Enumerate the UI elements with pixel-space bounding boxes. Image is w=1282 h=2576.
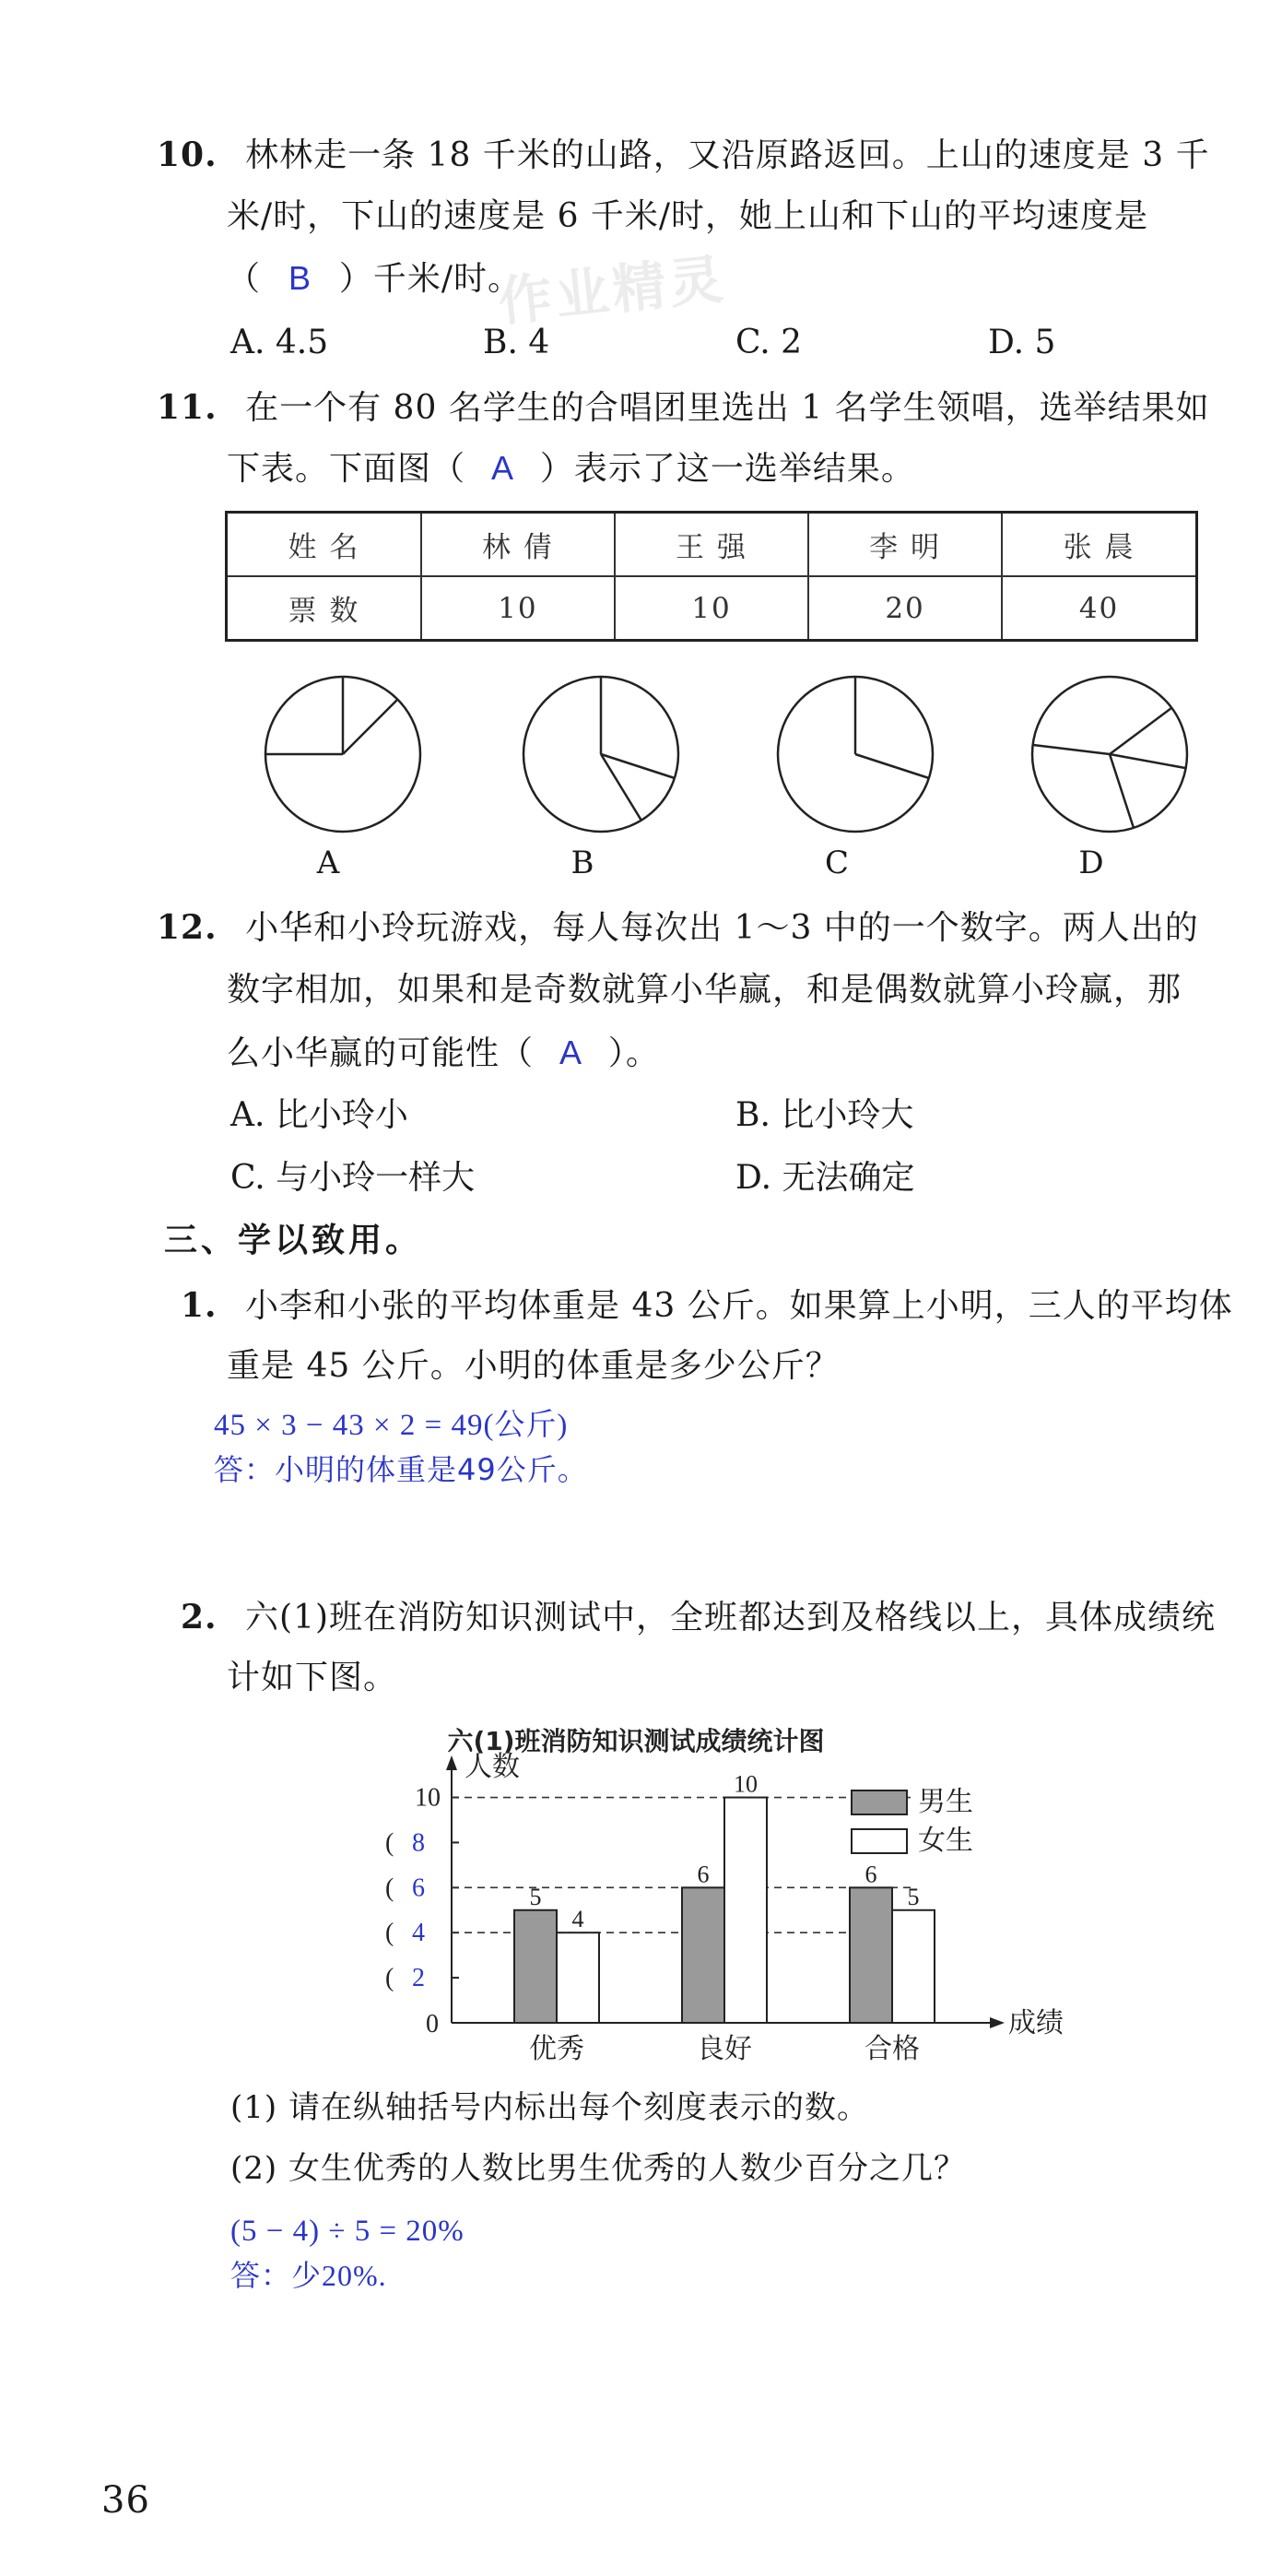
p1-text-2: 重是 45 公斤。小明的体重是多少公斤？ (227, 1347, 840, 1385)
pie-d-divider (1033, 745, 1110, 754)
q12-text-3-pre: 么小华赢的可能性（ (227, 1034, 535, 1072)
table-header-cell: 李 明 (808, 513, 1002, 577)
table-header-cell: 张 晨 (1002, 513, 1196, 577)
pie-d-divider (1110, 754, 1185, 768)
x-tick-label: 良好 (697, 2033, 752, 2065)
y-tick-label: 2 (412, 1964, 425, 1993)
bar-female (557, 1932, 599, 2023)
p1-answer: 答：小明的体重是49公斤。 (214, 1452, 588, 1487)
q10-option-c: C. 2 (735, 324, 803, 361)
p2-sub2: (2) 女生优秀的人数比男生优秀的人数少百分之几？ (230, 2150, 966, 2187)
q12-line1 (157, 905, 1199, 951)
x-tick-label: 优秀 (529, 2033, 584, 2065)
pie-b-divider (601, 754, 641, 821)
y-tick-open-paren: ( (385, 1873, 394, 1903)
bar-value-label: 10 (734, 1770, 758, 1798)
votes-table (225, 511, 1198, 642)
pie-label-c: C (824, 845, 849, 881)
q12-option-d: D. 无法确定 (735, 1159, 915, 1197)
table-cell: 40 (1002, 576, 1196, 641)
y-axis-arrow (446, 1755, 457, 1770)
pie-charts (258, 673, 1189, 839)
q11-text-2-post: ）表示了这一选举结果。 (539, 450, 915, 488)
pie-label-a: A (316, 845, 340, 881)
q10-number: 10. (157, 136, 218, 174)
x-axis-arrow (990, 2017, 1005, 2028)
p2-text-1: 六(1)班在消防知识测试中，全班都达到及格线以上，具体成绩统 (245, 1599, 1217, 1637)
bar-male (850, 1887, 892, 2023)
q12-option-c: C. 与小玲一样大 (230, 1159, 476, 1197)
q12-text-1: 小华和小玲玩游戏，每人每次出 1～3 中的一个数字。两人出的 (245, 909, 1199, 947)
p1-number: 1. (181, 1286, 218, 1325)
q11-line2 (227, 446, 915, 491)
table-cell: 20 (808, 576, 1002, 641)
q10-line1 (157, 133, 1210, 178)
legend-swatch (852, 1790, 907, 1814)
p2-line1 (181, 1595, 1216, 1640)
q10-open-paren: （ (227, 260, 262, 298)
y-tick-open-paren: ( (385, 1919, 394, 1948)
y-tick-open-paren: ( (385, 1828, 394, 1858)
p2-number: 2. (181, 1598, 218, 1637)
table-header-cell: 姓 名 (227, 513, 421, 577)
table-row (227, 576, 1197, 641)
bar-female (892, 1910, 935, 2023)
bar-value-label: 5 (529, 1883, 542, 1910)
x-tick-label: 合格 (864, 2033, 920, 2065)
legend-label: 男生 (918, 1786, 973, 1818)
chart-title: 六(1)班消防知识测试成绩统计图 (447, 1726, 825, 1756)
table-cell: 10 (615, 576, 808, 641)
pie-b-divider (601, 754, 675, 778)
p2-sub1: (1) 请在纵轴括号内标出每个刻度表示的数。 (230, 2089, 869, 2126)
q10-line3 (227, 256, 522, 301)
p1-line1 (181, 1283, 1233, 1329)
q11-line1 (157, 385, 1210, 431)
q11-number: 11. (157, 388, 218, 427)
y-axis-label: 人数 (465, 1751, 520, 1783)
pie-c-divider (855, 754, 929, 778)
q11-text-1: 在一个有 80 名学生的合唱团里选出 1 名学生领唱，选举结果如 (245, 389, 1210, 427)
q11-text-2-pre: 下表。下面图（ (227, 450, 466, 488)
pie-label-b: B (570, 845, 594, 881)
p1-solution: 45 × 3 − 43 × 2 = 49(公斤) (214, 1409, 569, 1442)
bar-value-label: 6 (697, 1861, 710, 1888)
legend-label: 女生 (918, 1825, 973, 1857)
q10-option-a: A. 4.5 (230, 324, 329, 361)
q12-text-2: 数字相加，如果和是奇数就算小华赢，和是偶数就算小玲赢，那 (227, 971, 1182, 1009)
q10-option-d: D. 5 (988, 324, 1056, 361)
y-tick-label: 0 (426, 2010, 439, 2038)
q12-line3 (227, 1031, 660, 1076)
q10-text-2: 米/时，下山的速度是 6 千米/时，她上山和下山的平均速度是 (227, 197, 1149, 235)
p2-solution: (5 − 4) ÷ 5 = 20% (230, 2215, 465, 2248)
q12-option-b: B. 比小玲大 (735, 1096, 914, 1134)
q10-text-1: 林林走一条 18 千米的山路，又沿原路返回。上山的速度是 3 千 (245, 136, 1210, 174)
bar-value-label: 4 (571, 1906, 584, 1933)
legend-swatch (852, 1829, 907, 1853)
pie-a-divider (343, 700, 397, 754)
page-number: 36 (101, 2479, 150, 2522)
pie-d-divider (1110, 754, 1134, 828)
bar-male (514, 1910, 557, 2023)
pie-label-d: D (1078, 845, 1104, 881)
y-tick-label: 8 (412, 1828, 425, 1858)
y-tick-label: 4 (412, 1919, 425, 1948)
bar-male (682, 1887, 724, 2023)
y-tick-label: 6 (412, 1873, 425, 1903)
p1-text-1: 小李和小张的平均体重是 43 公斤。如果算上小明，三人的平均体 (245, 1287, 1233, 1325)
q10-close-text: ）千米/时。 (338, 260, 523, 298)
section3-title: 三、学以致用。 (164, 1222, 423, 1259)
p2-answer: 答：少20%. (230, 2259, 387, 2292)
p2-text-2: 计如下图。 (227, 1659, 398, 1696)
q10-answer: B (288, 259, 312, 297)
bar-female (724, 1798, 767, 2023)
q12-number: 12. (157, 908, 218, 947)
q11-answer: A (490, 449, 514, 487)
q12-text-3-post: ）。 (607, 1034, 660, 1072)
q10-option-b: B. 4 (483, 324, 550, 361)
watermark-logo: 作业精灵 (495, 247, 730, 334)
bar-value-label: 6 (864, 1861, 877, 1888)
y-tick-open-paren: ( (385, 1964, 394, 1993)
table-cell: 票 数 (227, 576, 421, 641)
y-tick-label: 10 (415, 1783, 441, 1813)
x-axis-label: 成绩 (1008, 2007, 1064, 2039)
q12-answer: A (559, 1034, 582, 1071)
table-header-cell: 王 强 (615, 513, 808, 577)
table-header-cell: 林 倩 (421, 513, 615, 577)
q12-option-a: A. 比小玲小 (230, 1096, 408, 1134)
table-cell: 10 (421, 576, 615, 641)
bar-chart (359, 1715, 1106, 2074)
table-row (227, 513, 1197, 577)
bar-value-label: 5 (907, 1883, 920, 1910)
pie-d-divider (1110, 708, 1171, 754)
